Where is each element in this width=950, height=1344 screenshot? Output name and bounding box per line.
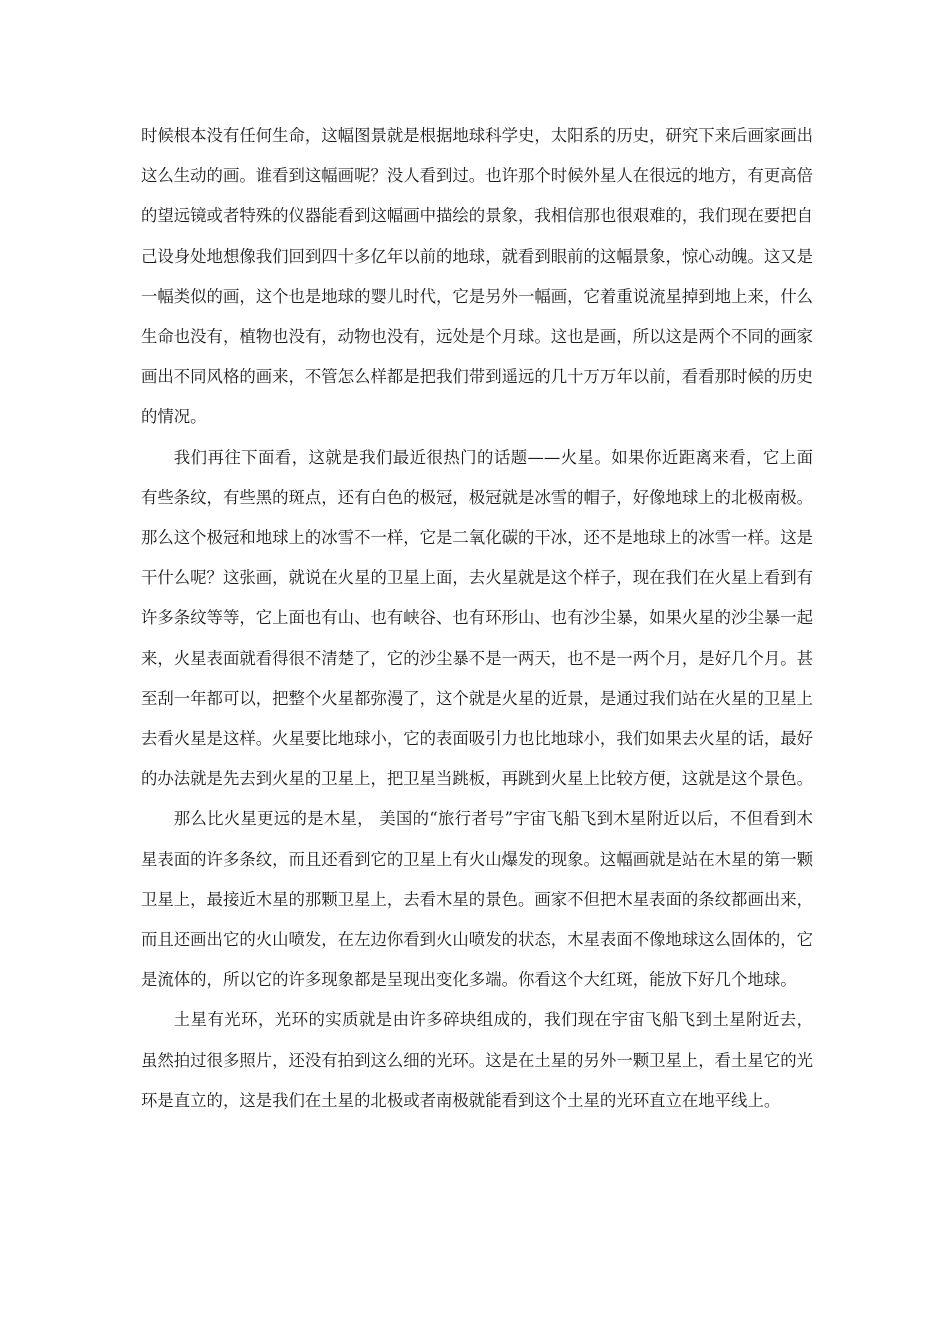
document-body	[141, 116, 813, 1121]
paragraph-4: 土星有光环，光环的实质就是由许多碎块组成的，我们现在宇宙飞船飞到土星附近去，虽然拍过很多照片，还没有拍到这么细的光环。这是在土星的另外一颗卫星上，看土星它的光环是直立的，这是我们在土星的北极或者南极就能看到这个土星的光环直立在地平线上。	[141, 1010, 814, 1110]
paragraph-3: 那么比火星更远的是木星， 美国的“旅行者号”宇宙飞船飞到木星附近以后，不但看到木星表面的许多条纹，而且还看到它的卫星上有火山爆发的现象。这幅画就是站在木星的第一颗卫星上，最接近木星的那颗卫星上，去看木星的景色。画家不但把木星表面的条纹都画出来，而且还画出它的火山喷发，在左边你看到火山喷发的状态，木星表面不像地球这么固体的，它是流体的，所以它的许多现象都是呈现出变化多端。你看这个大红斑，能放下好几个地球。	[141, 809, 814, 990]
paragraph-2: 我们再往下面看，这就是我们最近很热门的话题——火星。如果你近距离来看，它上面有些条纹，有些黑的斑点，还有白色的极冠，极冠就是冰雪的帽子，好像地球上的北极南极。那么这个极冠和地球上的冰雪不一样，它是二氧化碳的干冰，还不是地球上的冰雪一样。这是干什么呢？这张画，就说在火星的卫星上面，去火星就是这个样子，现在我们在火星上看到有许多条纹等等，它上面也有山、也有峡谷、也有环形山、也有沙尘暴，如果火星的沙尘暴一起来，火星表面就看得很不清楚了，它的沙尘暴不是一两天，也不是一两个月，是好几个月。甚至刮一年都可以，把整个火星都弥漫了，这个就是火星的近景，是通过我们站在火星的卫星上去看火星是这样。火星要比地球小，它的表面吸引力也比地球小，我们如果去火星的话，最好的办法就是先去到火星的卫星上，把卫星当跳板，再跳到火星上比较方便，这就是这个景色。	[141, 447, 814, 789]
paragraph-1: 时候根本没有任何生命，这幅图景就是根据地球科学史，太阳系的历史，研究下来后画家画出这么生动的画。谁看到这幅画呢？没人看到过。也许那个时候外星人在很远的地方，有更高倍的望远镜或者特殊的仪器能看到这幅画中描绘的景象，我相信那也很艰难的，我们现在要把自己设身处地想像我们回到四十多亿年以前的地球，就看到眼前的这幅景象，惊心动魄。这又是一幅类似的画，这个也是地球的婴儿时代，它是另外一幅画，它着重说流星掉到地上来，什么生命也没有，植物也没有，动物也没有，远处是个月球。这也是画，所以这是两个不同的画家画出不同风格的画来，不管怎么样都是把我们带到遥远的几十万万年以前，看看那时候的历史的情况。	[141, 126, 814, 427]
